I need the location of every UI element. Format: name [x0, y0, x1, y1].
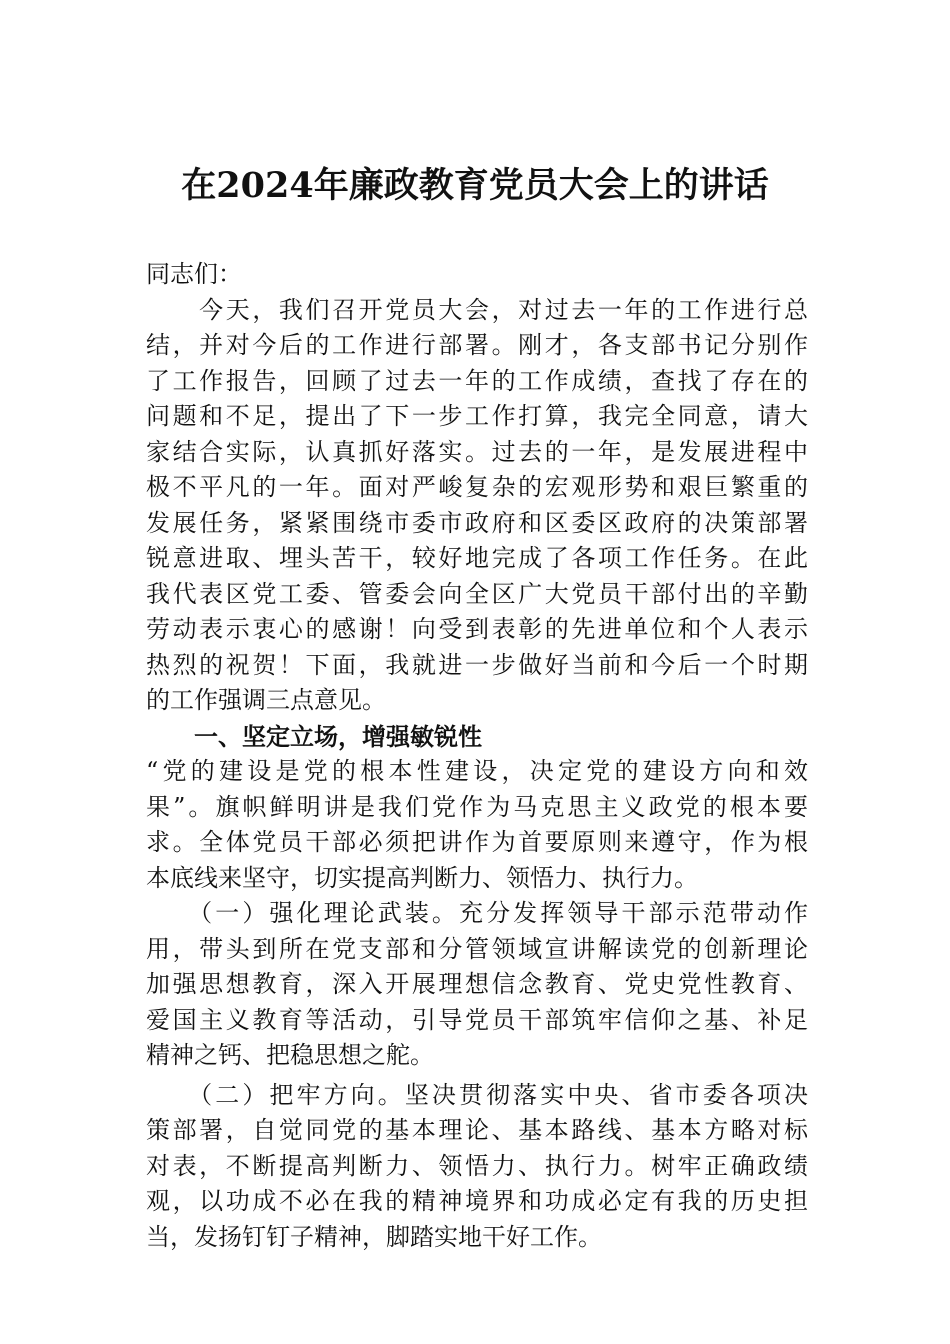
- text-line: 的工作强调三点意见。: [146, 686, 386, 714]
- text-line: “党的建设是党的根本性建设，决定党的建设方向和效: [146, 757, 808, 785]
- text-line: 本底线来坚守，切实提高判断力、领悟力、执行力。: [146, 863, 698, 892]
- text-line: 爱国主义教育等活动，引导党员干部筑牢信仰之基、补足: [146, 1005, 808, 1034]
- text-line: 同志们：: [146, 260, 242, 288]
- text-line: 当，发扬钉钉子精神，脚踏实地干好工作。: [146, 1222, 602, 1251]
- text-line: 了工作报告，回顾了过去一年的工作成绩，查找了存在的: [146, 366, 808, 395]
- text-line: 发展任务，紧紧围绕市委市政府和区委区政府的决策部署: [146, 508, 808, 537]
- text-line: 加强思想教育，深入开展理想信念教育、党史党性教育、: [146, 970, 808, 998]
- text-line: 热烈的祝贺！下面，我就进一步做好当前和今后一个时期: [146, 650, 808, 679]
- text-line: 劳动表示衷心的感谢！向受到表彰的先进单位和个人表示: [146, 615, 808, 643]
- text-line: 观，以功成不必在我的精神境界和功成必定有我的历史担: [146, 1187, 808, 1215]
- text-line: 精神之钙、把稳思想之舵。: [146, 1041, 434, 1069]
- document-body: [146, 257, 808, 1255]
- text-line: （二）把牢方向。坚决贯彻落实中央、省市委各项决: [146, 1080, 808, 1109]
- text-line: 今天，我们召开党员大会，对过去一年的工作进行总: [146, 295, 808, 324]
- text-line: 策部署，自觉同党的基本理论、基本路线、基本方略对标: [146, 1116, 808, 1144]
- text-line: 家结合实际，认真抓好落实。过去的一年，是发展进程中: [146, 437, 808, 466]
- text-line: 果”。旗帜鲜明讲是我们党作为马克思主义政党的根本要: [146, 792, 808, 821]
- text-line: 求。全体党员干部必须把讲作为首要原则来遵守，作为根: [146, 828, 808, 856]
- text-line: 用，带头到所在党支部和分管领域宣讲解读党的创新理论: [146, 934, 808, 963]
- text-line: 问题和不足，提出了下一步工作打算，我完全同意，请大: [146, 402, 808, 430]
- text-line: 我代表区党工委、管委会向全区广大党员干部付出的辛勤: [146, 579, 808, 608]
- document-title: 在2024年廉政教育党员大会上的讲话: [181, 165, 769, 206]
- text-line: 结，并对今后的工作进行部署。刚才，各支部书记分别作: [146, 331, 808, 359]
- text-line: 对表，不断提高判断力、领悟力、执行力。树牢正确政绩: [146, 1151, 808, 1180]
- section-heading: 一、坚定立场，增强敏锐性: [146, 721, 482, 751]
- text-line: （一）强化理论武装。充分发挥领导干部示范带动作: [146, 899, 808, 927]
- text-line: 极不平凡的一年。面对严峻复杂的宏观形势和艰巨繁重的: [146, 473, 808, 501]
- text-line: 锐意进取、埋头苦干，较好地完成了各项工作任务。在此: [146, 544, 808, 572]
